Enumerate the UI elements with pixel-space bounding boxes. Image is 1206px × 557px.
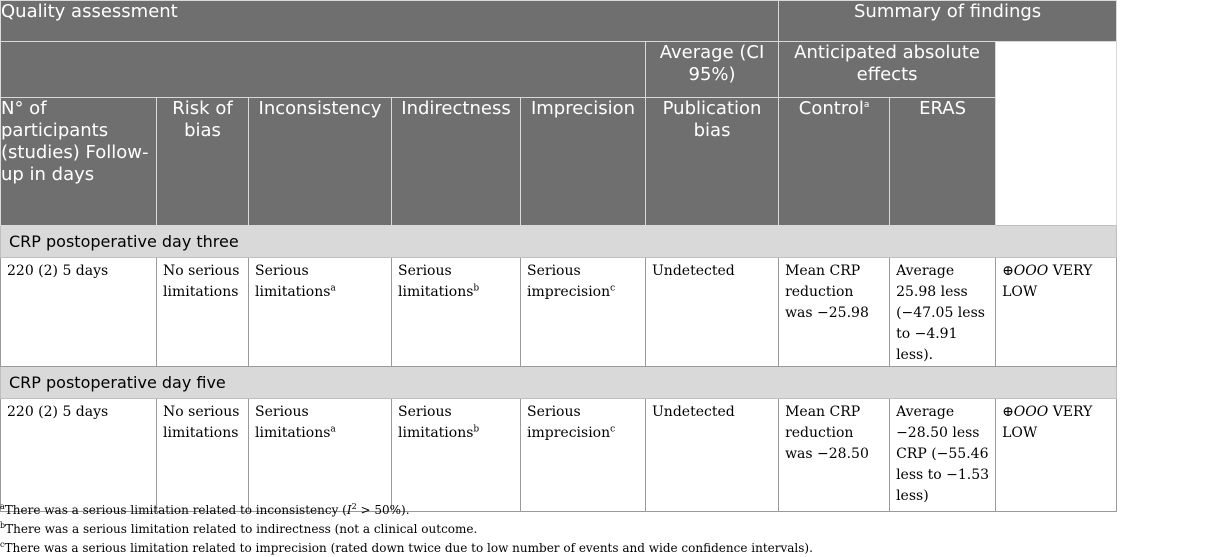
i-squared-symbol: I (346, 503, 352, 517)
footnote-c (0, 541, 813, 555)
quality-assessment-spacer (1, 42, 646, 98)
imprecision-text: Serious imprecision (527, 263, 611, 300)
cell-control: Mean CRP reduction was −28.50 (779, 399, 890, 512)
cell-inconsistency (249, 399, 392, 512)
certainty-text: VERY LOW (1002, 404, 1093, 441)
footnote-mark: a (0, 502, 5, 511)
cell-control: Mean CRP reduction was −25.98 (779, 258, 890, 367)
certainty-text: VERY LOW (1002, 263, 1093, 300)
certainty-symbol: ⊕OOO (1002, 263, 1049, 279)
cell-participants: 220 (2) 5 days (1, 399, 157, 512)
cell-publication-bias: Undetected (646, 399, 779, 512)
footnote-text: There was a serious limitation related to imprecision (rated down twice due to low number of events and wide confidence intervals). (4, 541, 813, 555)
col-participants-header: N° of participants (studies) Follow-up in days (1, 98, 157, 226)
cell-certainty (996, 399, 1117, 512)
col-inconsistency-header: Inconsistency (249, 98, 392, 226)
i-squared-exponent: 2 (351, 502, 357, 511)
inconsistency-text: Serious limitations (255, 404, 331, 441)
cell-eras: Average 25.98 less (−47.05 less to −4.91 less). (890, 258, 996, 367)
control-label: Control (798, 98, 864, 119)
col-risk-of-bias-header: Risk of bias (157, 98, 249, 226)
cell-imprecision (521, 399, 646, 512)
cell-inconsistency (249, 258, 392, 367)
cell-indirectness (392, 399, 521, 512)
footnote-mark: a (330, 283, 336, 294)
col-imprecision-header: Imprecision (521, 98, 646, 226)
summary-of-findings-header: Summary of findings (779, 1, 1117, 42)
cell-certainty (996, 258, 1117, 367)
indirectness-text: Serious limitations (398, 263, 474, 300)
cell-indirectness (392, 258, 521, 367)
col-eras-header: ERAS (890, 98, 996, 226)
col-publication-bias-header: Publication bias (646, 98, 779, 226)
footnote-mark: a (330, 424, 336, 435)
footnote-text: There was a serious limitation related to indirectness (not a clinical outcome. (5, 522, 478, 536)
cell-imprecision (521, 258, 646, 367)
footnote-a (0, 503, 410, 517)
anticipated-effects-header: Anticipated absolute effects (779, 42, 996, 98)
table-row (1, 399, 1117, 512)
cell-participants: 220 (2) 5 days (1, 258, 157, 367)
footnote-mark: c (610, 424, 616, 435)
col-control-header (779, 98, 890, 226)
section-title: CRP postoperative day five (1, 367, 1117, 399)
control-footnote-mark: a (863, 100, 870, 110)
footnote-text-end: > 50%). (356, 503, 410, 517)
cell-risk-of-bias: No serious limitations (157, 258, 249, 367)
certainty-symbol: ⊕OOO (1002, 404, 1049, 420)
footnote-b (0, 522, 477, 536)
footnote-mark: c (610, 283, 616, 294)
cell-eras: Average −28.50 less CRP (−55.46 less to −1.53 less) (890, 399, 996, 512)
section-title: CRP postoperative day three (1, 226, 1117, 258)
footnote-mark: b (473, 424, 480, 435)
table-row (1, 258, 1117, 367)
average-ci-header: Average (CI 95%) (646, 42, 779, 98)
col-indirectness-header: Indirectness (392, 98, 521, 226)
footnote-mark: c (0, 540, 5, 549)
footnote-text: There was a serious limitation related to inconsistency ( (4, 503, 347, 517)
footnote-mark: b (473, 283, 480, 294)
cell-risk-of-bias: No serious limitations (157, 399, 249, 512)
cell-publication-bias: Undetected (646, 258, 779, 367)
footnote-mark: b (0, 521, 6, 530)
grade-evidence-table: Quality assessment Summary of findings Certainty in estimates Average (CI 95%) Anticipated absolute effects N° of participants (studies) Follow-up in days Risk of bias Inconsistency Indirectness Imprecision Publication bias Control$^a$ ERAS CRP postoperative day three 220 (2) 5 days No serious limitations Serious limitations$^a$ Serious limitations$^b$ Serious imprecision$^c$ Undetected Mean CRP reduction was −25.98 Average 25.98 less (−47.05 less to −4.91 less). ⊕OOO VERY LOW CRP postoperative day five 220 (2) 5 days No serious limitations Serious limitations$^a$ Serious limitations$^b$ Serious imprecision$^c$ Undetected Mean CRP reduction was −28.50 Average −28.50 less CRP (−55.46 less to −1.53 less) ⊕OOO VERY LOW (0, 0, 1117, 512)
indirectness-text: Serious limitations (398, 404, 474, 441)
inconsistency-text: Serious limitations (255, 263, 331, 300)
imprecision-text: Serious imprecision (527, 404, 611, 441)
quality-assessment-header: Quality assessment (1, 1, 779, 42)
